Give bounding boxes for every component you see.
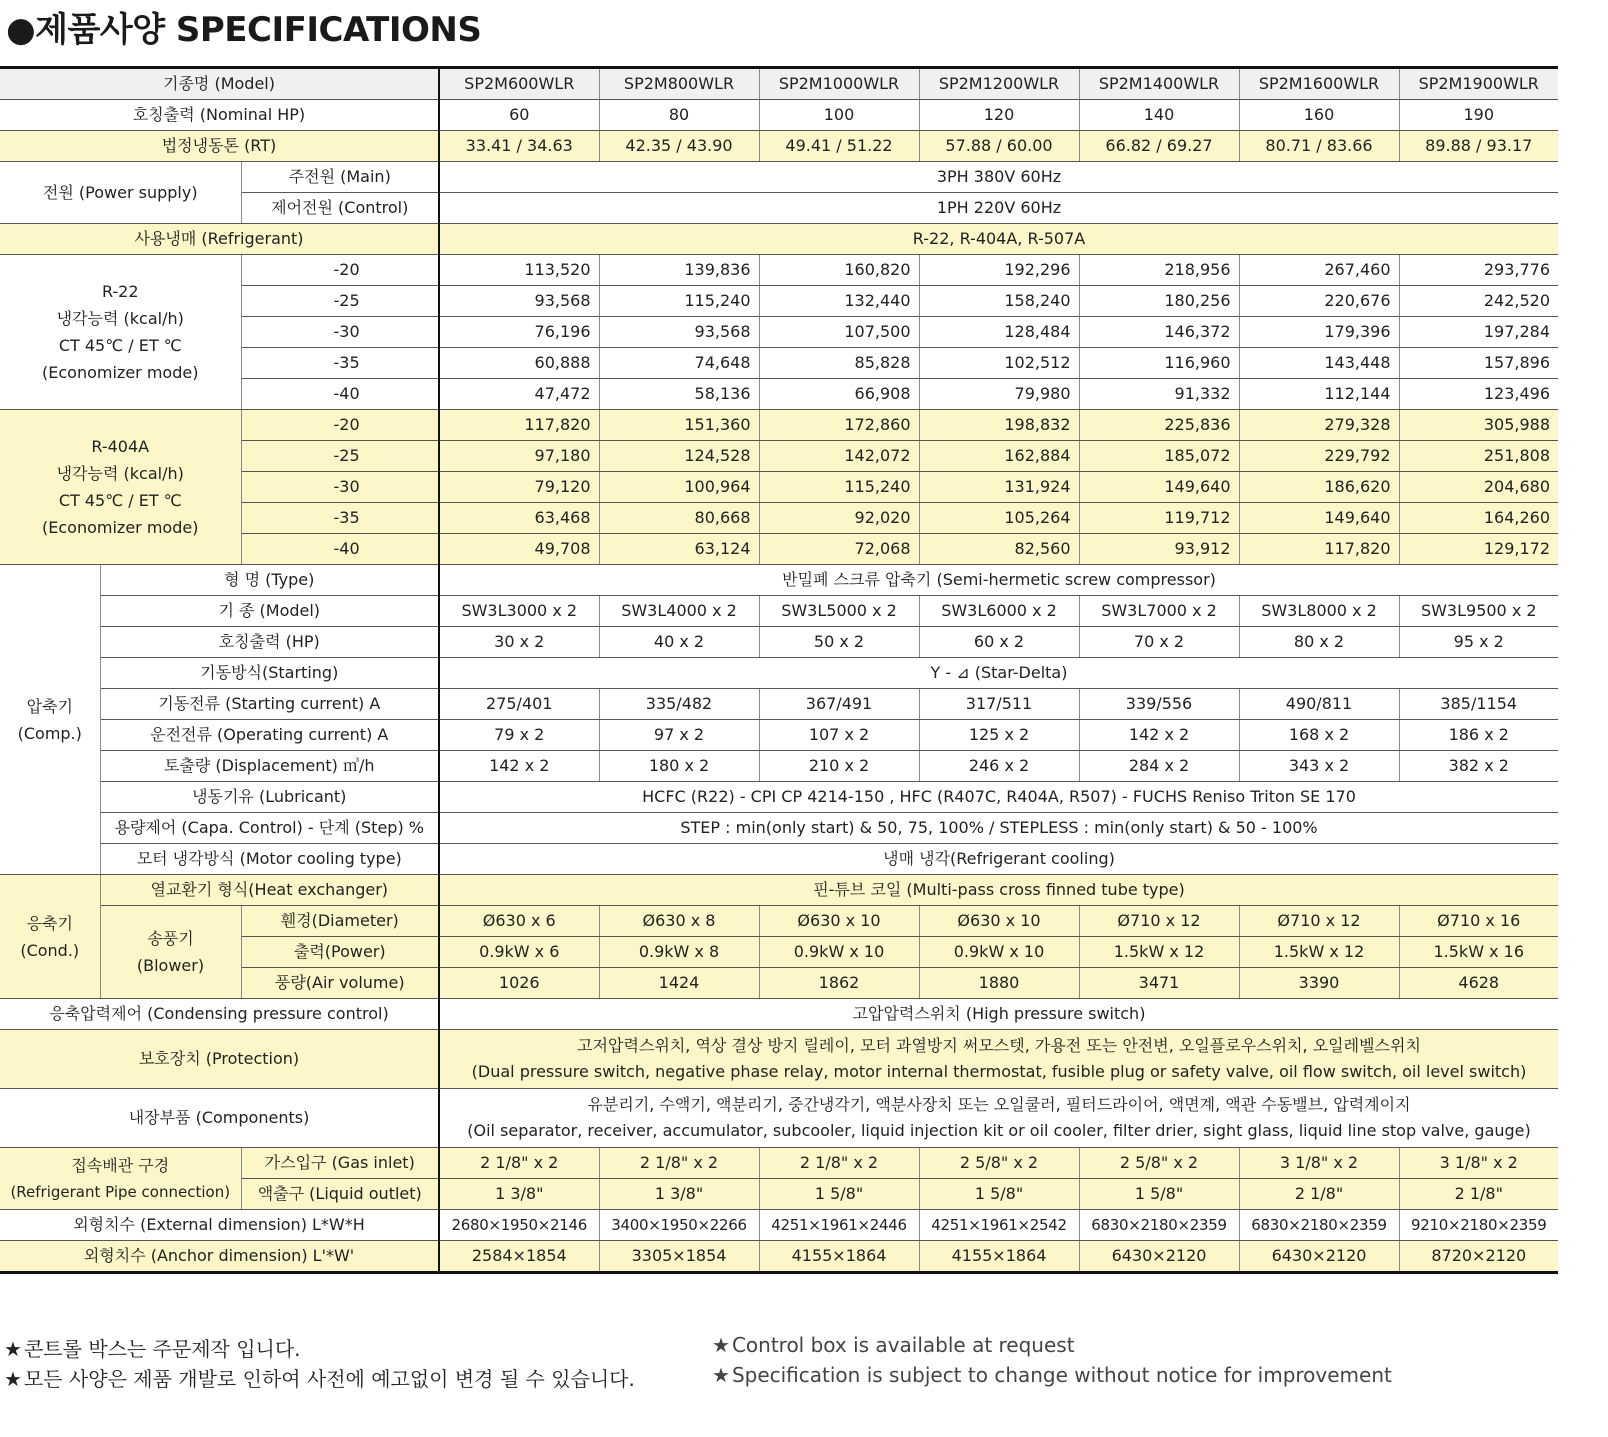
power-main-value: 3PH 380V 60Hz <box>439 162 1558 193</box>
comp-label <box>0 565 100 875</box>
r22-capacity: 157,896 <box>1399 348 1558 379</box>
cond-air-label: 풍량(Air volume) <box>241 968 439 999</box>
pipe-gas-label: 가스입구 (Gas inlet) <box>241 1148 439 1179</box>
condenser-group <box>0 875 1558 999</box>
r22-capacity: 113,520 <box>439 255 599 286</box>
comp-displacement-value: 343 x 2 <box>1239 751 1399 782</box>
r404a-capacity: 162,884 <box>919 441 1079 472</box>
comp-hp-value: 80 x 2 <box>1239 627 1399 658</box>
comp-operating-current-row <box>0 720 1558 751</box>
pipe-liquid-value: 1 3/8" <box>599 1179 759 1210</box>
comp-hp-value: 70 x 2 <box>1079 627 1239 658</box>
pipe-gas-value: 2 1/8" x 2 <box>599 1148 759 1179</box>
model-name: SP2M1900WLR <box>1399 68 1558 100</box>
comp-hp-value: 30 x 2 <box>439 627 599 658</box>
comp-displacement-value: 246 x 2 <box>919 751 1079 782</box>
r404a-et: -25 <box>241 441 439 472</box>
cond-label-line: 응축기 <box>26 913 73 933</box>
cond-diameter-value: Ø630 x 10 <box>759 906 919 937</box>
refrigerant-row <box>0 224 1558 255</box>
comp-starting-current-value: 317/511 <box>919 689 1079 720</box>
r22-capacity: 180,256 <box>1079 286 1239 317</box>
cond-air-value: 1880 <box>919 968 1079 999</box>
cond-diameter-label: 휀경(Diameter) <box>241 906 439 937</box>
r404a-capacity: 63,468 <box>439 503 599 534</box>
r404a-capacity: 149,640 <box>1079 472 1239 503</box>
anchor-dimension-value: 3305×1854 <box>599 1241 759 1273</box>
cond-power-value: 0.9kW x 6 <box>439 937 599 968</box>
nominal-hp-value: 60 <box>439 100 599 131</box>
comp-displacement-value: 180 x 2 <box>599 751 759 782</box>
r22-capacity: 58,136 <box>599 379 759 410</box>
comp-model-value: SW3L6000 x 2 <box>919 596 1079 627</box>
cond-power-value: 1.5kW x 12 <box>1239 937 1399 968</box>
note-ko-1 <box>4 1333 301 1362</box>
r404a-label-line: CT 45℃ / ET ℃ <box>58 491 182 510</box>
r404a-capacity: 124,528 <box>599 441 759 472</box>
comp-starting-current-value: 385/1154 <box>1399 689 1558 720</box>
pipe-label-line: (Refrigerant Pipe connection) <box>10 1182 231 1201</box>
comp-displacement-value: 284 x 2 <box>1079 751 1239 782</box>
comp-motor-cooling-row <box>0 844 1558 875</box>
anchor-dimension-row <box>0 1241 1558 1273</box>
protection-label: 보호장치 (Protection) <box>0 1030 439 1089</box>
external-dimension-label: 외형치수 (External dimension) L*W*H <box>0 1210 439 1241</box>
refrigerant-value: R-22, R-404A, R-507A <box>439 224 1558 255</box>
pipe-gas-value: 2 1/8" x 2 <box>759 1148 919 1179</box>
r22-capacity: 60,888 <box>439 348 599 379</box>
r22-capacity: 76,196 <box>439 317 599 348</box>
comp-model-value: SW3L9500 x 2 <box>1399 596 1558 627</box>
power-main-label: 주전원 (Main) <box>241 162 439 193</box>
comp-model-value: SW3L5000 x 2 <box>759 596 919 627</box>
comp-starting-value: Y - ⊿ (Star-Delta) <box>439 658 1558 689</box>
r22-capacity: 218,956 <box>1079 255 1239 286</box>
comp-displacement-value: 210 x 2 <box>759 751 919 782</box>
r22-label-line: CT 45℃ / ET ℃ <box>58 336 182 355</box>
comp-lubricant-label: 냉동기유 (Lubricant) <box>100 782 439 813</box>
comp-hp-label: 호칭출력 (HP) <box>100 627 439 658</box>
comp-model-row <box>0 596 1558 627</box>
model-header-label: 기종명 (Model) <box>0 68 439 100</box>
comp-type-label: 형 명 (Type) <box>100 565 439 596</box>
pipe-gas-value: 2 1/8" x 2 <box>439 1148 599 1179</box>
power-control-label: 제어전원 (Control) <box>241 193 439 224</box>
comp-starting-label: 기동방식(Starting) <box>100 658 439 689</box>
r22-et: -20 <box>241 255 439 286</box>
r404a-capacity: 172,860 <box>759 410 919 441</box>
r22-capacity: 93,568 <box>599 317 759 348</box>
blower-label-line: 송풍기 <box>147 929 194 948</box>
nominal-hp-row <box>0 100 1558 131</box>
r404a-capacity: 79,120 <box>439 472 599 503</box>
comp-starting-current-value: 490/811 <box>1239 689 1399 720</box>
pipe-liquid-value: 1 5/8" <box>919 1179 1079 1210</box>
cond-air-value: 1424 <box>599 968 759 999</box>
r404a-capacity: 119,712 <box>1079 503 1239 534</box>
title-text: 제품사양 SPECIFICATIONS <box>35 10 482 50</box>
comp-motor-cooling-label: 모터 냉각방식 (Motor cooling type) <box>100 844 439 875</box>
external-dimension-value: 4251×1961×2446 <box>759 1210 919 1241</box>
legal-rt-value: 42.35 / 43.90 <box>599 131 759 162</box>
cond-label-line: (Cond.) <box>20 940 80 960</box>
comp-starting-current-value: 275/401 <box>439 689 599 720</box>
r404a-capacity: 305,988 <box>1399 410 1558 441</box>
external-dimension-value: 6830×2180×2359 <box>1239 1210 1399 1241</box>
comp-hp-value: 60 x 2 <box>919 627 1079 658</box>
r404a-capacity: 198,832 <box>919 410 1079 441</box>
cond-diameter-value: Ø710 x 12 <box>1079 906 1239 937</box>
legal-rt-value: 80.71 / 83.66 <box>1239 131 1399 162</box>
anchor-dimension-value: 4155×1864 <box>919 1241 1079 1273</box>
r404a-capacity: 279,328 <box>1239 410 1399 441</box>
components-line-ko: 유분리기, 수액기, 액분리기, 중간냉각기, 액분사장치 또는 오일쿨러, 필터드라이어, 액면계, 액관 수동밸브, 압력계이지 <box>587 1095 1411 1114</box>
cond-diameter-value: Ø630 x 6 <box>439 906 599 937</box>
nominal-hp-label: 호칭출력 (Nominal HP) <box>0 100 439 131</box>
specifications-table <box>0 66 1558 1274</box>
comp-hp-row <box>0 627 1558 658</box>
cond-power-value: 1.5kW x 12 <box>1079 937 1239 968</box>
star-icon: ★ <box>712 1333 730 1357</box>
r404a-capacity: 251,808 <box>1399 441 1558 472</box>
comp-model-label: 기 종 (Model) <box>100 596 439 627</box>
r404a-et: -20 <box>241 410 439 441</box>
r404a-capacity: 149,640 <box>1239 503 1399 534</box>
r22-label-line: R-22 <box>101 282 139 301</box>
cond-pressure-value: 고압압력스위치 (High pressure switch) <box>439 999 1558 1030</box>
r404a-row <box>0 410 1558 441</box>
r404a-capacity: 72,068 <box>759 534 919 565</box>
cond-pressure-row <box>0 999 1558 1030</box>
r404a-et: -35 <box>241 503 439 534</box>
cond-hx-row <box>0 875 1558 906</box>
r404a-capacity: 49,708 <box>439 534 599 565</box>
external-dimension-value: 6830×2180×2359 <box>1079 1210 1239 1241</box>
r404a-capacity: 117,820 <box>1239 534 1399 565</box>
anchor-dimension-value: 8720×2120 <box>1399 1241 1558 1273</box>
star-icon: ★ <box>4 1367 22 1391</box>
cond-air-value: 4628 <box>1399 968 1558 999</box>
r404a-capacity: 117,820 <box>439 410 599 441</box>
comp-operating-current-label: 운전전류 (Operating current) A <box>100 720 439 751</box>
comp-motor-cooling-value: 냉매 냉각(Refrigerant cooling) <box>439 844 1558 875</box>
r404a-capacity: 164,260 <box>1399 503 1558 534</box>
comp-model-value: SW3L8000 x 2 <box>1239 596 1399 627</box>
model-name: SP2M1000WLR <box>759 68 919 100</box>
r22-capacity: 293,776 <box>1399 255 1558 286</box>
anchor-dimension-value: 2584×1854 <box>439 1241 599 1273</box>
title-bullet: ● <box>6 10 36 50</box>
refrigerant-label: 사용냉매 (Refrigerant) <box>0 224 439 255</box>
comp-capa-label: 용량제어 (Capa. Control) - 단계 (Step) % <box>100 813 439 844</box>
page-title <box>6 2 481 51</box>
comp-operating-current-value: 97 x 2 <box>599 720 759 751</box>
r22-capacity: 107,500 <box>759 317 919 348</box>
cond-diameter-value: Ø710 x 12 <box>1239 906 1399 937</box>
power-supply-label: 전원 (Power supply) <box>0 162 241 224</box>
model-name: SP2M1400WLR <box>1079 68 1239 100</box>
legal-rt-value: 57.88 / 60.00 <box>919 131 1079 162</box>
pipe-liquid-value: 2 1/8" <box>1399 1179 1558 1210</box>
cond-diameter-value: Ø710 x 16 <box>1399 906 1558 937</box>
nominal-hp-value: 120 <box>919 100 1079 131</box>
anchor-dimension-label: 외형치수 (Anchor dimension) L'*W' <box>0 1241 439 1273</box>
pipe-gas-value: 2 5/8" x 2 <box>919 1148 1079 1179</box>
r404a-label-line: (Economizer mode) <box>42 518 199 537</box>
model-header-row <box>0 68 1558 100</box>
comp-operating-current-value: 107 x 2 <box>759 720 919 751</box>
nominal-hp-value: 100 <box>759 100 919 131</box>
r22-capacity: 242,520 <box>1399 286 1558 317</box>
r404a-capacity: 92,020 <box>759 503 919 534</box>
comp-starting-current-value: 339/556 <box>1079 689 1239 720</box>
comp-starting-row <box>0 658 1558 689</box>
comp-hp-value: 40 x 2 <box>599 627 759 658</box>
components-label: 내장부품 (Components) <box>0 1089 439 1148</box>
comp-lubricant-row <box>0 782 1558 813</box>
nominal-hp-value: 160 <box>1239 100 1399 131</box>
protection-row <box>0 1030 1558 1089</box>
comp-displacement-value: 142 x 2 <box>439 751 599 782</box>
pipe-liquid-label: 액출구 (Liquid outlet) <box>241 1179 439 1210</box>
legal-rt-value: 49.41 / 51.22 <box>759 131 919 162</box>
r404a-capacity: 80,668 <box>599 503 759 534</box>
cond-pressure-label: 응축압력제어 (Condensing pressure control) <box>0 999 439 1030</box>
r404a-capacity: 204,680 <box>1399 472 1558 503</box>
legal-rt-row <box>0 131 1558 162</box>
r404a-et: -40 <box>241 534 439 565</box>
cond-air-value: 1026 <box>439 968 599 999</box>
r22-capacity: 197,284 <box>1399 317 1558 348</box>
cond-power-value: 0.9kW x 10 <box>919 937 1079 968</box>
protection-line-en: (Dual pressure switch, negative phase relay, motor internal thermostat, fusible plug or safety valve, oil flow switch, oil level switch) <box>471 1062 1527 1081</box>
r22-label <box>0 255 241 410</box>
legal-rt-value: 66.82 / 69.27 <box>1079 131 1239 162</box>
pipe-gas-value: 3 1/8" x 2 <box>1399 1148 1558 1179</box>
comp-lubricant-value: HCFC (R22) - CPI CP 4214-150 , HFC (R407C, R404A, R507) - FUCHS Reniso Triton SE 170 <box>439 782 1558 813</box>
r22-capacity: 179,396 <box>1239 317 1399 348</box>
external-dimension-value: 9210×2180×2359 <box>1399 1210 1558 1241</box>
cond-air-value: 1862 <box>759 968 919 999</box>
legal-rt-value: 33.41 / 34.63 <box>439 131 599 162</box>
r404a-capacity: 93,912 <box>1079 534 1239 565</box>
r22-label-line: (Economizer mode) <box>42 363 199 382</box>
r22-label-line: 냉각능력 (kcal/h) <box>56 309 184 328</box>
r404a-label-line: R-404A <box>91 437 150 456</box>
comp-capa-value: STEP : min(only start) & 50, 75, 100% / STEPLESS : min(only start) & 50 - 100% <box>439 813 1558 844</box>
anchor-dimension-value: 4155×1864 <box>759 1241 919 1273</box>
comp-starting-current-value: 335/482 <box>599 689 759 720</box>
r404a-capacity-group <box>0 410 1558 565</box>
comp-operating-current-value: 186 x 2 <box>1399 720 1558 751</box>
comp-operating-current-value: 125 x 2 <box>919 720 1079 751</box>
r22-capacity: 47,472 <box>439 379 599 410</box>
model-name: SP2M600WLR <box>439 68 599 100</box>
comp-starting-current-row <box>0 689 1558 720</box>
note-text: 콘트롤 박스는 주문제작 입니다. <box>23 1337 301 1361</box>
legal-rt-value: 89.88 / 93.17 <box>1399 131 1558 162</box>
comp-hp-value: 50 x 2 <box>759 627 919 658</box>
r22-capacity: 123,496 <box>1399 379 1558 410</box>
pipe-liquid-value: 1 5/8" <box>759 1179 919 1210</box>
r404a-capacity: 185,072 <box>1079 441 1239 472</box>
model-name: SP2M1600WLR <box>1239 68 1399 100</box>
protection-line-ko: 고저압력스위치, 역상 결상 방지 릴레이, 모터 과열방지 써모스텟, 가용전 또는 안전변, 오일플로우스위치, 오일레벨스위치 <box>577 1036 1421 1055</box>
r22-capacity: 93,568 <box>439 286 599 317</box>
model-name: SP2M1200WLR <box>919 68 1079 100</box>
comp-model-value: SW3L3000 x 2 <box>439 596 599 627</box>
cond-power-label: 출력(Power) <box>241 937 439 968</box>
comp-label-line: 압축기 <box>26 696 73 716</box>
r404a-capacity: 131,924 <box>919 472 1079 503</box>
nominal-hp-value: 140 <box>1079 100 1239 131</box>
r22-capacity: 116,960 <box>1079 348 1239 379</box>
r404a-capacity: 225,836 <box>1079 410 1239 441</box>
note-text: Control box is available at request <box>731 1333 1075 1357</box>
r22-capacity: 160,820 <box>759 255 919 286</box>
comp-capa-row <box>0 813 1558 844</box>
r404a-capacity: 129,172 <box>1399 534 1558 565</box>
cond-power-value: 0.9kW x 8 <box>599 937 759 968</box>
star-icon: ★ <box>4 1337 22 1361</box>
comp-operating-current-value: 168 x 2 <box>1239 720 1399 751</box>
r404a-capacity: 63,124 <box>599 534 759 565</box>
comp-displacement-value: 382 x 2 <box>1399 751 1558 782</box>
r22-capacity: 158,240 <box>919 286 1079 317</box>
cond-air-value: 3471 <box>1079 968 1239 999</box>
cond-air-value: 3390 <box>1239 968 1399 999</box>
r22-capacity: 220,676 <box>1239 286 1399 317</box>
r404a-label <box>0 410 241 565</box>
r22-capacity-group <box>0 255 1558 410</box>
cond-hx-label: 열교환기 형식(Heat exchanger) <box>100 875 439 906</box>
external-dimension-value: 3400×1950×2266 <box>599 1210 759 1241</box>
r22-et: -30 <box>241 317 439 348</box>
r22-capacity: 139,836 <box>599 255 759 286</box>
external-dimension-value: 4251×1961×2542 <box>919 1210 1079 1241</box>
r22-capacity: 128,484 <box>919 317 1079 348</box>
nominal-hp-value: 190 <box>1399 100 1558 131</box>
comp-operating-current-value: 79 x 2 <box>439 720 599 751</box>
pipe-gas-value: 2 5/8" x 2 <box>1079 1148 1239 1179</box>
cond-hx-value: 핀-튜브 코일 (Multi-pass cross finned tube type) <box>439 875 1558 906</box>
r22-capacity: 79,980 <box>919 379 1079 410</box>
cond-power-value: 0.9kW x 10 <box>759 937 919 968</box>
pipe-liquid-value: 2 1/8" <box>1239 1179 1399 1210</box>
r22-et: -35 <box>241 348 439 379</box>
r404a-capacity: 142,072 <box>759 441 919 472</box>
r22-capacity: 143,448 <box>1239 348 1399 379</box>
r22-capacity: 74,648 <box>599 348 759 379</box>
pipe-gas-row <box>0 1148 1558 1179</box>
legal-rt-label: 법정냉동톤 (RT) <box>0 131 439 162</box>
nominal-hp-value: 80 <box>599 100 759 131</box>
pipe-gas-value: 3 1/8" x 2 <box>1239 1148 1399 1179</box>
pipe-label-line: 접속배관 구경 <box>71 1155 170 1175</box>
r404a-capacity: 100,964 <box>599 472 759 503</box>
r404a-capacity: 97,180 <box>439 441 599 472</box>
r22-capacity: 91,332 <box>1079 379 1239 410</box>
cond-label <box>0 875 100 999</box>
comp-label-line: (Comp.) <box>17 723 82 743</box>
r404a-label-line: 냉각능력 (kcal/h) <box>56 464 184 483</box>
comp-type-row <box>0 565 1558 596</box>
anchor-dimension-value: 6430×2120 <box>1239 1241 1399 1273</box>
comp-model-value: SW3L4000 x 2 <box>599 596 759 627</box>
r22-capacity: 146,372 <box>1079 317 1239 348</box>
star-icon: ★ <box>712 1363 730 1387</box>
comp-operating-current-value: 142 x 2 <box>1079 720 1239 751</box>
external-dimension-row <box>0 1210 1558 1241</box>
protection-value <box>439 1030 1558 1089</box>
note-en-2 <box>712 1363 1392 1387</box>
cond-diameter-value: Ø630 x 10 <box>919 906 1079 937</box>
external-dimension-value: 2680×1950×2146 <box>439 1210 599 1241</box>
power-main-row <box>0 162 1558 193</box>
r404a-capacity: 105,264 <box>919 503 1079 534</box>
comp-model-value: SW3L7000 x 2 <box>1079 596 1239 627</box>
power-control-value: 1PH 220V 60Hz <box>439 193 1558 224</box>
r22-capacity: 115,240 <box>599 286 759 317</box>
components-line-en: (Oil separator, receiver, accumulator, subcooler, liquid injection kit or oil cooler, filter drier, sight glass, liquid line stop valve, gauge) <box>467 1121 1531 1140</box>
comp-displacement-row <box>0 751 1558 782</box>
comp-type-value: 반밀폐 스크류 압축기 (Semi-hermetic screw compressor) <box>439 565 1558 596</box>
r22-et: -40 <box>241 379 439 410</box>
blower-label <box>100 906 241 999</box>
blower-label-line: (Blower) <box>136 956 205 975</box>
comp-starting-current-value: 367/491 <box>759 689 919 720</box>
anchor-dimension-value: 6430×2120 <box>1079 1241 1239 1273</box>
components-value <box>439 1089 1558 1148</box>
r22-capacity: 102,512 <box>919 348 1079 379</box>
r22-capacity: 85,828 <box>759 348 919 379</box>
r404a-capacity: 186,620 <box>1239 472 1399 503</box>
comp-hp-value: 95 x 2 <box>1399 627 1558 658</box>
r22-et: -25 <box>241 286 439 317</box>
r22-capacity: 66,908 <box>759 379 919 410</box>
r404a-et: -30 <box>241 472 439 503</box>
note-text: 모든 사양은 제품 개발로 인하여 사전에 예고없이 변경 될 수 있습니다. <box>23 1367 635 1391</box>
comp-displacement-label: 토출량 (Displacement) ㎥/h <box>100 751 439 782</box>
model-name: SP2M800WLR <box>599 68 759 100</box>
cond-power-value: 1.5kW x 16 <box>1399 937 1558 968</box>
comp-starting-current-label: 기동전류 (Starting current) A <box>100 689 439 720</box>
r404a-capacity: 115,240 <box>759 472 919 503</box>
cond-diameter-row <box>0 906 1558 937</box>
note-text: Specification is subject to change without notice for improvement <box>731 1363 1392 1387</box>
r22-row <box>0 255 1558 286</box>
cond-diameter-value: Ø630 x 8 <box>599 906 759 937</box>
r404a-capacity: 82,560 <box>919 534 1079 565</box>
pipe-label <box>0 1148 241 1210</box>
r404a-capacity: 151,360 <box>599 410 759 441</box>
pipe-liquid-value: 1 3/8" <box>439 1179 599 1210</box>
components-row <box>0 1089 1558 1148</box>
r404a-capacity: 229,792 <box>1239 441 1399 472</box>
r22-capacity: 267,460 <box>1239 255 1399 286</box>
r22-capacity: 112,144 <box>1239 379 1399 410</box>
note-ko-2 <box>4 1363 635 1392</box>
compressor-group <box>0 565 1558 875</box>
note-en-1 <box>712 1333 1075 1357</box>
r22-capacity: 132,440 <box>759 286 919 317</box>
r22-capacity: 192,296 <box>919 255 1079 286</box>
pipe-liquid-value: 1 5/8" <box>1079 1179 1239 1210</box>
